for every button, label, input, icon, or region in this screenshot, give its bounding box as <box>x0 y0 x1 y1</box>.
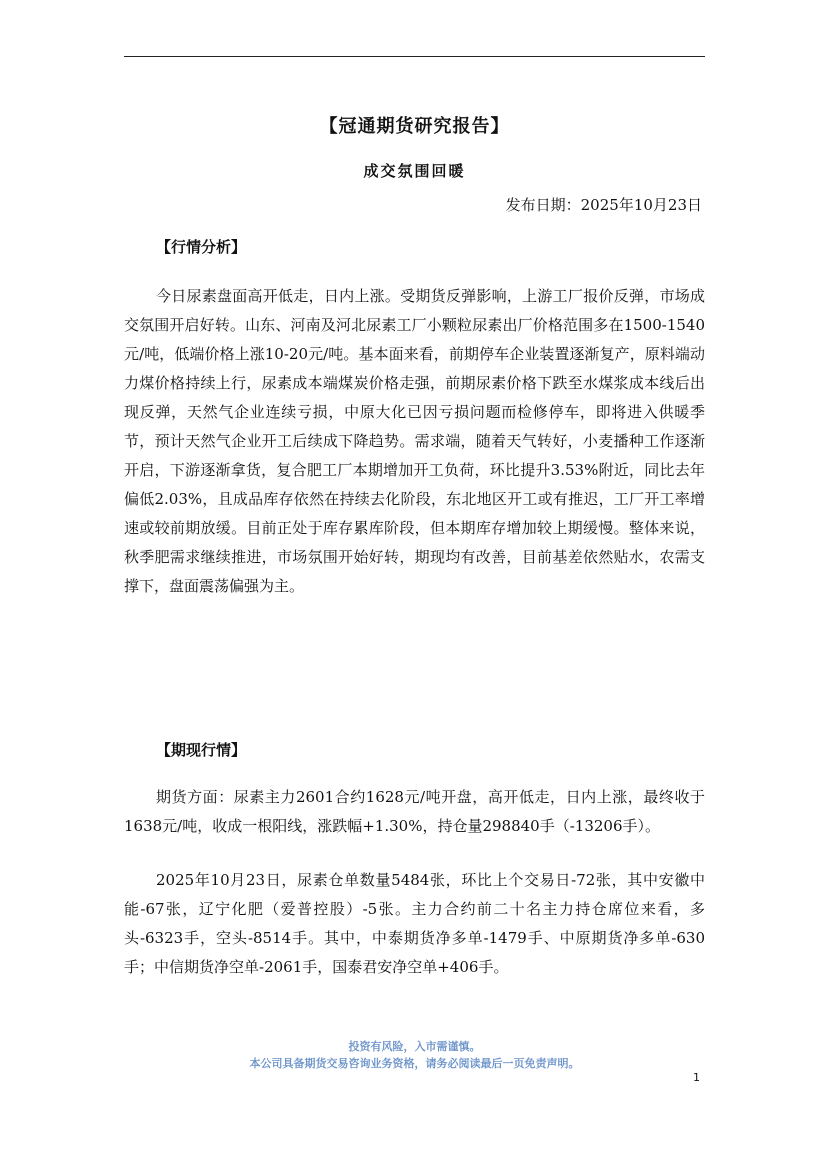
publish-date: 发布日期：2025年10月23日 <box>505 196 702 214</box>
page-number: 1 <box>693 1071 700 1084</box>
report-title: 【冠通期货研究报告】 <box>319 116 510 137</box>
disclaimer-note: 本公司具备期货交易咨询业务资格，请务必阅读最后一页免责声明。 <box>249 1057 580 1070</box>
market-analysis-paragraph: 今日尿素盘面高开低走，日内上涨。受期货反弹影响，上游工厂报价反弹，市场成交氛围开启好转。山东、河南及河北尿素工厂小颗粒尿素出厂价格范围多在1500-1540元/吨，低端价格上涨10-20元/吨。基本面来看，前期停车企业装置逐渐复产，原料端动力煤价格持续上行，尿素成本端煤炭价格走强，前期尿素价格下跌至水煤浆成本线后出现反弹，天然气企业连续亏损，中原大化已因亏损问题而检修停车，即将进入供暖季节，预计天然气企业开工后续成下降趋势。需求端，随着天气转好，小麦播种工作逐渐开启，下游逐渐拿货，复合肥工厂本期增加开工负荷，环比提升3.53%附近，同比去年偏低2.03%，且成品库存依然在持续去化阶段，东北地区开工或有推迟，工厂开工率增速或较前期放缓。目前正处于库存累库阶段，但本期库存增加较上期缓慢。整体来说，秋季肥需求继续推进，市场氛围开始好转，期现均有改善，目前基差依然贴水，农需支撑下，盘面震荡偏强为主。 <box>124 287 705 595</box>
report-subtitle: 成交氛围回暖 <box>363 162 466 180</box>
futures-paragraph: 期货方面：尿素主力2601合约1628元/吨开盘，高开低走，日内上涨，最终收于1638元/吨，收成一根阳线，涨跌幅+1.30%，持仓量298840手（-13206手）。 <box>124 788 705 835</box>
risk-warning: 投资有风险，入市需谨慎。 <box>348 1040 481 1053</box>
section-heading-market-analysis: 【行情分析】 <box>156 238 247 256</box>
section-heading-futures-spot: 【期现行情】 <box>156 741 247 759</box>
header-rule <box>124 56 705 57</box>
warehouse-receipt-paragraph: 2025年10月23日，尿素仓单数量5484张，环比上个交易日-72张，其中安徽中能-67张，辽宁化肥（爱普控股）-5张。主力合约前二十名主力持仓席位来看，多头-6323手，空头-8514手。其中，中泰期货净多单-1479手、中原期货净多单-630手；中信期货净空单-2061手，国泰君安净空单+406手。 <box>124 871 705 976</box>
